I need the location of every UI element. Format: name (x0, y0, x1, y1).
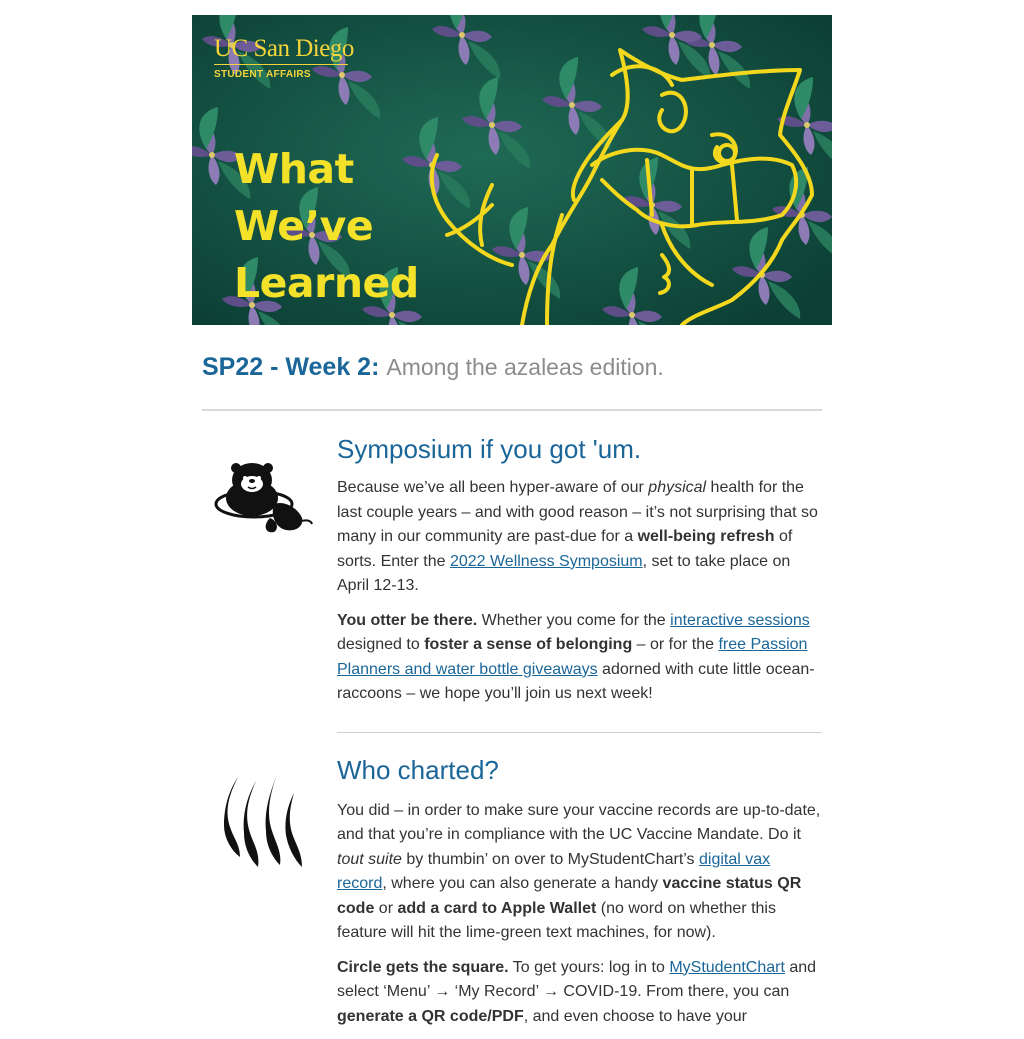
emphasis-text: tout suite (337, 850, 402, 868)
bold-text: You otter be there. (337, 611, 478, 629)
text: and select ‘Menu’ → ‘My Record’ → COVID-19. From there, you can (337, 958, 817, 1000)
text: of sorts. Enter the (337, 528, 793, 570)
bold-text: Circle gets the square. (337, 958, 509, 976)
text: You did – in order to make sure your vaccine records are up-to-date, and that you’re in compliance with the UC Vaccine Mandate. Do it (337, 801, 821, 843)
hero-title-line-3: Learned (234, 259, 419, 307)
header-divider (202, 409, 822, 411)
text: , where you can also generate a handy (382, 875, 663, 892)
section-paragraph (337, 476, 822, 599)
hero-title (234, 141, 434, 312)
week-label: SP22 - Week 2: (202, 353, 380, 381)
text: health for the last couple years – and with good reason – it’s not surprising that so many in our community are past-due for a (337, 479, 818, 545)
hero-title-line-1: What (234, 145, 354, 193)
text: Because we’ve all been hyper-aware of our (337, 479, 649, 496)
section-paragraph (337, 956, 822, 1030)
section-symposium (192, 432, 832, 707)
steam-icon (224, 773, 308, 871)
section-paragraph (337, 799, 822, 946)
text: , set to take place on April 12-13. (337, 552, 791, 594)
issue-headline (202, 351, 822, 383)
section-who-charted (192, 753, 832, 1030)
section-divider (337, 732, 822, 733)
text: or (374, 899, 398, 917)
bold-text: add a card to Apple Wallet (397, 899, 597, 917)
logo-wordmark: UC San Diego (214, 35, 354, 62)
text: designed to (337, 636, 425, 653)
bold-text: vaccine status QR code (337, 875, 802, 917)
logo-subtitle: STUDENT AFFAIRS (214, 69, 311, 80)
text: To get yours: log in to (508, 958, 670, 976)
hero-banner (192, 15, 832, 325)
mystudentchart-link[interactable]: MyStudentChart (669, 958, 785, 976)
section-title: Who charted? (337, 754, 499, 785)
text: (no word on whether this feature will hit the lime-green text machines, for now). (337, 899, 776, 941)
bold-text: generate a QR code/PDF (337, 1007, 524, 1025)
newsletter (192, 15, 832, 1029)
giveaways-link[interactable]: free Passion Planners and water bottle giveaways (337, 636, 808, 678)
digital-vax-record-link[interactable]: digital vax record (337, 850, 771, 892)
bold-text: well-being refresh (637, 528, 775, 545)
section-title: Symposium if you got 'um. (337, 434, 642, 464)
hero-title-line-2: We’ve (234, 202, 374, 250)
emphasis-text: physical (648, 479, 707, 496)
text: – or for the (632, 636, 719, 653)
wellness-symposium-link[interactable]: 2022 Wellness Symposium (449, 552, 643, 570)
text: , and even choose to have your (523, 1007, 747, 1025)
bold-text: foster a sense of belonging (424, 636, 633, 653)
text: adorned with cute little ocean-raccoons – we hope you’ll join us next week! (337, 660, 815, 702)
otter-icon (214, 460, 314, 536)
section-paragraph (337, 609, 822, 707)
logo-divider (214, 64, 348, 65)
interactive-sessions-link[interactable]: interactive sessions (670, 611, 810, 629)
text: by thumbin’ on over to MyStudentChart’s (401, 850, 699, 868)
uc-san-diego-logo[interactable] (214, 35, 354, 80)
edition-label: Among the azaleas edition. (386, 354, 664, 380)
text: Whether you come for the (477, 611, 671, 629)
